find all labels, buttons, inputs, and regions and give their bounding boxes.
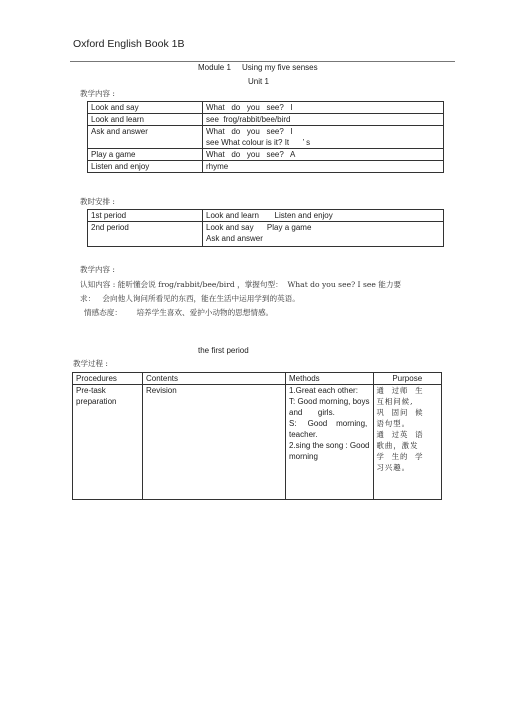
method-line: morning: [289, 452, 318, 461]
objective-emotion: 情感态度： 培养学生喜欢、爱护小动物的思想情感。: [84, 308, 274, 317]
procedure-line: Pre-task: [76, 386, 106, 395]
table-row: [88, 149, 444, 161]
content-detail-line: What do you see? I: [206, 127, 293, 136]
methods-cell: [286, 385, 374, 500]
column-header: Procedures: [73, 373, 143, 385]
column-header: Purpose: [373, 373, 442, 385]
purpose-line: 互相问候,: [376, 397, 414, 406]
purpose-line: 习兴趣。: [376, 463, 411, 472]
period-content-line: Ask and answer: [206, 234, 263, 243]
objectives-label: 教学内容 :: [80, 265, 115, 274]
process-table: [72, 372, 442, 500]
table-row: [88, 222, 444, 247]
method-line: 1.Great each other:: [289, 386, 358, 395]
column-header: Methods: [286, 373, 374, 385]
method-line: teacher.: [289, 430, 318, 439]
content-item: Play a game: [88, 149, 203, 161]
schedule-label: 教时安排 :: [80, 197, 115, 206]
content-detail: see frog/rabbit/bee/bird: [203, 114, 444, 126]
method-line: 2.sing the song : Good: [289, 441, 370, 450]
purpose-line: 通 过英 语: [376, 430, 424, 439]
contents-cell: Revision: [143, 385, 286, 500]
purpose-line: 歌曲，激发: [376, 441, 419, 450]
table-row: [88, 126, 444, 149]
table-row: [73, 385, 442, 500]
period-content-line: Look and say Play a game: [206, 223, 312, 232]
period-content: Look and learn Listen and enjoy: [203, 210, 444, 222]
purpose-cell: [373, 385, 442, 500]
schedule-table: [87, 209, 444, 247]
module-title: Module 1 Using my five senses: [198, 63, 318, 72]
purpose-line: 通 过师 生: [376, 386, 424, 395]
teaching-content-label: 教学内容 :: [80, 89, 115, 98]
objective-cognitive: 认知内容 : 能听懂会说 frog/rabbit/bee/bird ，掌握句型： What do you see? I see 能力要: [80, 280, 402, 289]
objective-ability: 求： 会向他人询问所看见的东西，能在生活中运用学到的英语。: [80, 294, 300, 303]
purpose-line: 巩 固问 候: [376, 408, 424, 417]
purpose-line: 学 生的 学: [376, 452, 424, 461]
header-divider: [70, 61, 455, 62]
content-item: Listen and enjoy: [88, 161, 203, 173]
table-row: [88, 114, 444, 126]
content-detail: [203, 126, 444, 149]
content-detail-line: see What colour is it? It ’ s: [206, 138, 311, 147]
method-line: S: Good morning,: [289, 419, 368, 428]
purpose-line: 语句型。: [376, 419, 411, 428]
table-row: [88, 102, 444, 114]
process-label: 教学过程 :: [73, 359, 108, 368]
column-header: Contents: [143, 373, 286, 385]
method-line: T: Good morning, boys: [289, 397, 370, 406]
table-row: [88, 210, 444, 222]
period-name: 2nd period: [88, 222, 203, 247]
teaching-content-table: [87, 101, 444, 173]
content-item: Look and learn: [88, 114, 203, 126]
table-row: [88, 161, 444, 173]
period-name: 1st period: [88, 210, 203, 222]
table-header-row: [73, 373, 442, 385]
method-line: and girls.: [289, 408, 335, 417]
procedure-cell: [73, 385, 143, 500]
period-content: [203, 222, 444, 247]
content-detail: What do you see? I: [203, 102, 444, 114]
content-detail: rhyme: [203, 161, 444, 173]
period-title: the first period: [198, 346, 249, 355]
content-item: Look and say: [88, 102, 203, 114]
content-detail: What do you see? A: [203, 149, 444, 161]
procedure-line: preparation: [76, 397, 117, 406]
unit-title: Unit 1: [248, 77, 269, 86]
book-title: Oxford English Book 1B: [73, 38, 185, 50]
content-item: Ask and answer: [88, 126, 203, 149]
